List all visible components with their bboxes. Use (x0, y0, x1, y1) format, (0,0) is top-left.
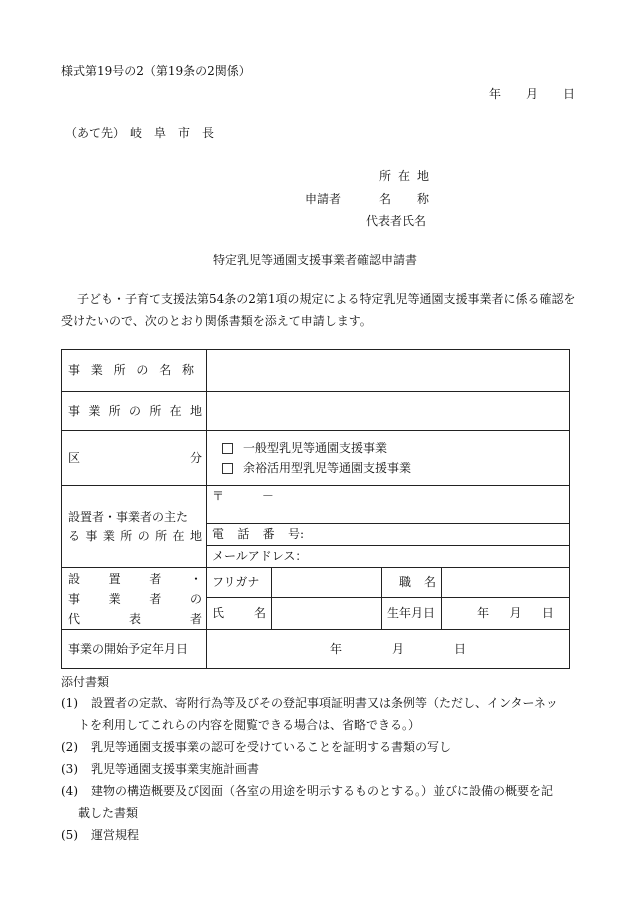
birthdate-field[interactable]: 年 月 日 (442, 598, 570, 630)
date-month: 月 (526, 87, 539, 101)
date-year: 年 (489, 87, 502, 101)
application-table (61, 349, 570, 669)
category-label: 区 分 (62, 431, 207, 486)
applicant-address-label: 所 在 地 (379, 169, 429, 183)
intro-line-1: 子ども・子育て支援法第54条の2第1項の規定による特定乳児等通園支援事業者に係る確認を (77, 292, 576, 306)
rep-name-field[interactable] (272, 598, 382, 630)
attachment-item-4: (4) 建物の構造概要及び図面（各室の用途を明示するものとする。）並びに設備の概要を記 載した書類 (61, 784, 554, 820)
attachment-item-3: (3) 乳児等通園支援事業実施計画書 (61, 762, 260, 776)
form-number: 様式第19号の2（第19条の2関係） (61, 64, 251, 78)
document-title: 特定乳児等通園支援事業者確認申請書 (212, 253, 417, 267)
applicant-name-label: 名 称 (379, 192, 429, 206)
establisher-office-label: 設置者・事業者の主た る 事 業 所 の 所 在 地 (62, 486, 207, 568)
category-option-general[interactable]: 一般型乳児等通園支援事業 (212, 438, 564, 458)
postal-mark: 〒 (212, 489, 225, 503)
birthdate-label: 生年月日 (382, 598, 442, 630)
addressee-mayor: 岐 阜 市 長 (130, 126, 214, 140)
attachments-heading: 添付書類 (61, 675, 110, 689)
postal-dash: － (261, 489, 274, 503)
email-field[interactable] (207, 546, 570, 568)
intro-line-2: 受けたいので、次のとおり関係書類を添えて申請します。 (61, 314, 372, 328)
office-address-label: 事 業 所 の 所 在 地 (62, 392, 207, 431)
position-label: 職 名 (382, 568, 442, 598)
addressee-label: （あて先） (65, 126, 126, 140)
checkbox-surplus[interactable] (222, 463, 233, 474)
row-office-name (62, 350, 570, 392)
phone-label: 電 話 番 号: (212, 527, 304, 542)
email-label: メールアドレス： (212, 549, 308, 564)
checkbox-general[interactable] (222, 443, 233, 454)
furigana-label: フリガナ (207, 568, 272, 598)
furigana-field[interactable] (272, 568, 382, 598)
row-category (62, 431, 570, 486)
rep-name-label: 氏 名 (207, 598, 272, 630)
category-options (207, 431, 570, 486)
office-address-field[interactable] (207, 392, 570, 431)
row-office-address (62, 392, 570, 431)
row-furigana (62, 568, 570, 598)
start-date-field[interactable]: 年 月 日 (207, 630, 570, 669)
attachment-item-1: (1) 設置者の定款、寄附行為等及びその登記事項証明書又は条例等（ただし、インターネッ トを利用してこれらの内容を閲覧できる場合は、省略できる。） (61, 696, 558, 732)
row-start-date (62, 630, 570, 669)
position-field[interactable] (442, 568, 570, 598)
applicant-label: 申請者 (305, 192, 342, 206)
category-option-surplus[interactable]: 余裕活用型乳児等通園支援事業 (212, 458, 564, 478)
attachment-item-5: (5) 運営規程 (61, 828, 140, 842)
phone-field[interactable] (207, 524, 570, 546)
representative-label: 設 置 者 ・ 事 業 者 の 代 表 者 (62, 568, 207, 630)
row-establisher-postal (62, 486, 570, 524)
start-date-label: 事業の開始予定年月日 (62, 630, 207, 669)
date-day: 日 (563, 87, 576, 101)
office-name-field[interactable] (207, 350, 570, 392)
applicant-rep-label: 代表者氏名 (366, 214, 427, 228)
postal-field[interactable] (207, 486, 570, 524)
attachment-item-2: (2) 乳児等通園支援事業の認可を受けていることを証明する書類の写し (61, 740, 452, 754)
office-name-label: 事 業 所 の 名 称 (62, 350, 207, 392)
